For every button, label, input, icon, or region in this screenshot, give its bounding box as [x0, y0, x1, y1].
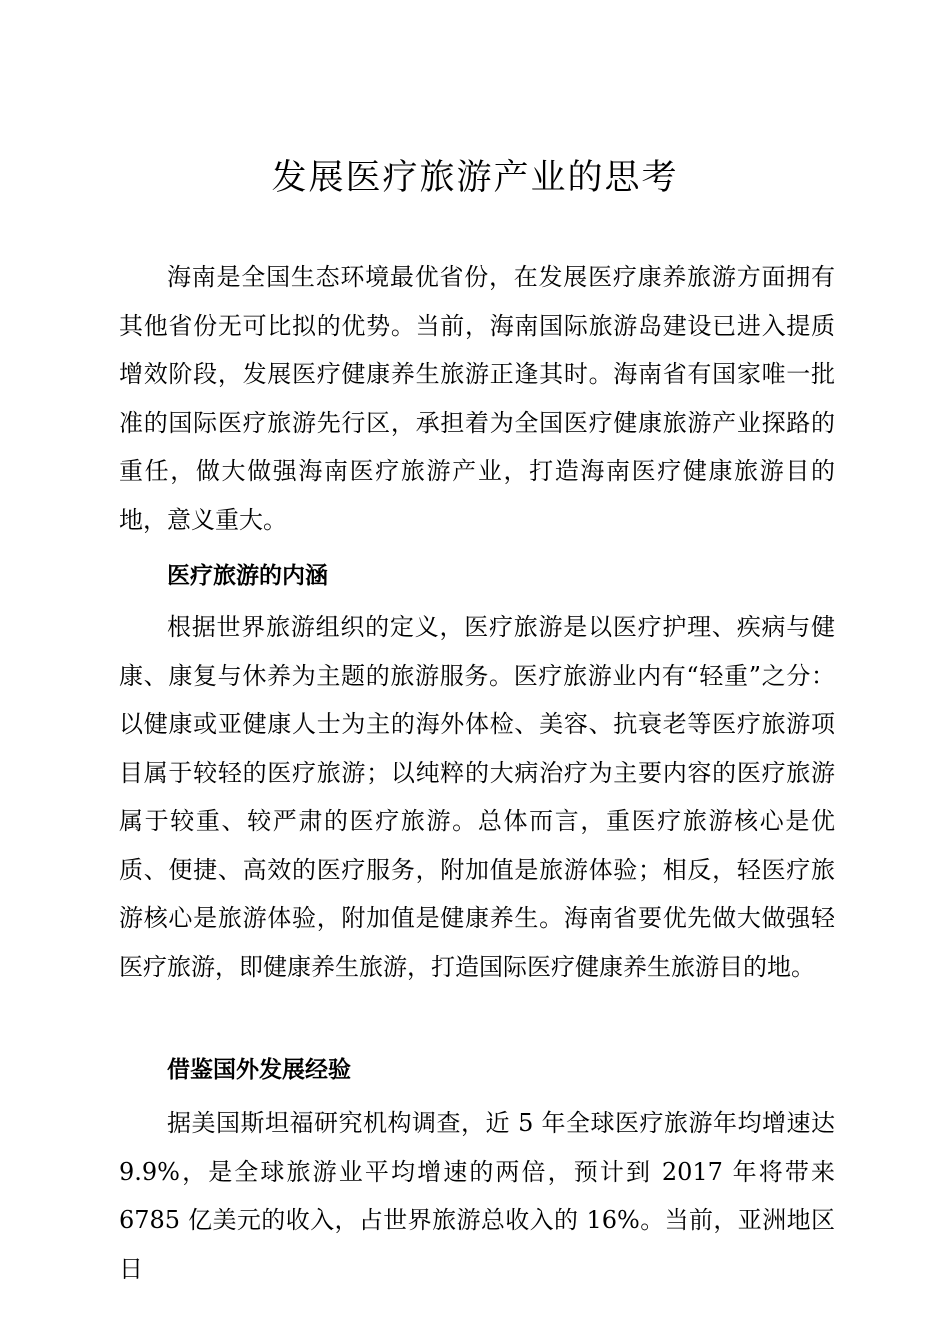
section-heading-foreign-experience: 借鉴国外发展经验 — [167, 1057, 351, 1083]
section-heading-connotation: 医疗旅游的内涵 — [167, 563, 328, 589]
paragraph-intro: 海南是全国生态环境最优省份，在发展医疗康养旅游方面拥有其他省份无可比拟的优势。当前，海南国际旅游岛建设已进入提质增效阶段，发展医疗健康养生旅游正逢其时。海南省有国家唯一批准的国际医疗旅游先行区，承担着为全国医疗健康旅游产业探路的重任，做大做强海南医疗旅游产业，打造海南医疗健康旅游目的地，意义重大。 — [119, 263, 835, 534]
document-title: 发展医疗旅游产业的思考 — [271, 158, 679, 198]
paragraph-connotation: 根据世界旅游组织的定义，医疗旅游是以医疗护理、疾病与健康、康复与休养为主题的旅游服务。医疗旅游业内有“轻重”之分：以健康或亚健康人士为主的海外体检、美容、抗衰老等医疗旅游项目属于较轻的医疗旅游；以纯粹的大病治疗为主要内容的医疗旅游属于较重、较严肃的医疗旅游。总体而言，重医疗旅游核心是优质、便捷、高效的医疗服务，附加值是旅游体验；相反，轻医疗旅游核心是旅游体验，附加值是健康养生。海南省要优先做大做强轻医疗旅游，即健康养生旅游，打造国际医疗健康养生旅游目的地。 — [119, 613, 835, 981]
paragraph-foreign-experience: 据美国斯坦福研究机构调查，近 5 年全球医疗旅游年均增速达 9.9%，是全球旅游业平均增速的两倍，预计到 2017 年将带来 6785 亿美元的收入，占世界旅游总收入的 16%。当前，亚洲地区日 — [119, 1109, 835, 1283]
